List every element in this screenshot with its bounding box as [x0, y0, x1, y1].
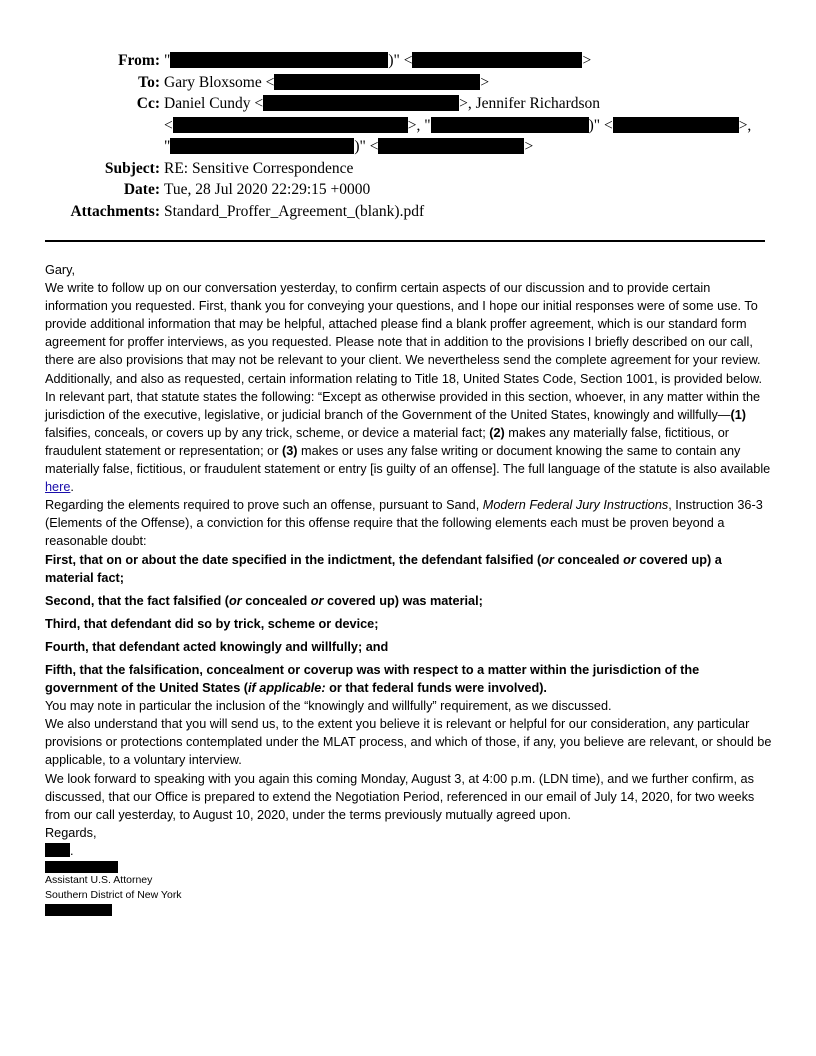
cc-value [164, 93, 764, 115]
attachments-row [0, 201, 816, 223]
cc-label: Cc: [136, 95, 160, 112]
redaction [412, 52, 582, 68]
to-label: To: [138, 73, 160, 91]
paragraph-intro: We write to follow up on our conversation yesterday, to confirm certain aspects of our discussion and to provide certain information you requested. First, thank you for conveying your questions, and I hope our initial responses were of some use. To provide additional information that may be helpful, attached please find a blank proffer agreement, which is our standard form agreement for proffer interviews, as you requested. Please note that in addition to the provisions I briefly described on our call, there are also provisions that may not be relevant to your client. We nevertheless send the complete agreement for your review. [45, 281, 761, 368]
to-value: Gary Bloxsome < > [164, 73, 490, 91]
cc-row-2 [0, 115, 816, 137]
from-row [0, 50, 816, 72]
element-fourth: Fourth, that defendant acted knowingly and willfully; and [45, 639, 389, 654]
redaction [45, 904, 112, 916]
redaction [613, 117, 739, 133]
redaction [45, 861, 118, 873]
statute-link[interactable]: here [45, 480, 71, 495]
signature-office: Southern District of New York [45, 888, 182, 901]
cc-value-2: < >, " )" < >, [164, 116, 752, 134]
element-third: Third, that defendant did so by trick, scheme or device; [45, 616, 379, 631]
paragraph-elements-intro: Regarding the elements required to prove such an offense, pursuant to Sand, Modern Federal Jury Instructions, Instruction 36-3 (Elements of the Offense), a conviction for this offense require that the following elements each must be proven beyond a reasonable doubt: [45, 498, 763, 549]
element-fifth: Fifth, that the falsification, concealment or coverup was with respect to a matter within the jurisdiction of the government of the United States (if applicable: or that federal funds were involved). [45, 662, 700, 696]
email-body [45, 261, 773, 916]
redaction [431, 117, 589, 133]
to-row [0, 72, 816, 94]
subject-value: RE: Sensitive Correspondence [164, 159, 354, 177]
redaction [274, 74, 480, 90]
greeting: Gary, [45, 263, 76, 277]
cc-name-1: Daniel Cundy < [164, 95, 264, 112]
element-first: First, that on or about the date specified in the indictment, the defendant falsified (or concealed or covered up) a material fact; [45, 552, 722, 585]
redaction [45, 843, 70, 857]
email-header [0, 50, 816, 222]
header-divider [45, 240, 765, 242]
attachment-name: Standard_Proffer_Agreement_(blank).pdf [164, 202, 425, 220]
cc-value-3: " )" < > [164, 138, 534, 155]
signature-block [45, 842, 773, 916]
signature-title: Assistant U.S. Attorney [45, 873, 153, 886]
closing: Regards, [45, 825, 97, 840]
paragraph-statute-intro: Additionally, and also as requested, certain information relating to Title 18, United States Code, Section 1001, is provided below. [45, 371, 763, 386]
redaction [170, 138, 354, 154]
redaction [263, 95, 459, 111]
from-label: From: [118, 52, 160, 69]
from-value: " )" < > [164, 52, 592, 69]
subject-row [0, 158, 816, 180]
cc-name-2: >, Jennifer Richardson [459, 95, 601, 112]
subject-label: Subject: [104, 159, 160, 177]
date-row [0, 179, 816, 201]
paragraph-mlat: We also understand that you will send us, to the extent you believe it is relevant or helpful for our consideration, any particular provisions or protections contemplated under the MLAT process, and which of those, if any, you believe are relevant, or should be applicable, to a voluntary interview. [45, 717, 772, 768]
to-name: Gary Bloxsome < [164, 73, 275, 91]
redaction [378, 138, 524, 154]
redaction [173, 117, 408, 133]
date-value: Tue, 28 Jul 2020 22:29:15 +0000 [164, 181, 371, 198]
cc-row-3 [0, 136, 816, 158]
redaction [170, 52, 388, 68]
cc-row [0, 93, 816, 115]
paragraph-note: You may note in particular the inclusion of the “knowingly and willfully” requirement, as we discussed. [45, 699, 612, 714]
element-second: Second, that the fact falsified (or concealed or covered up) was material; [45, 593, 483, 608]
attachments-label: Attachments: [70, 202, 160, 220]
paragraph-statute-text: In relevant part, that statute states the following: “Except as otherwise provided in this section, whoever, in any matter within the jurisdiction of the executive, legislative, or judicial branch of the Government of the United States, knowingly and willfully—(1) falsifies, conceals, or covers up by any trick, scheme, or device a material fact; (2) makes any materially false, fictitious, or fraudulent statement or representation; or (3) makes or uses any false writing or document knowing the same to contain any materially false, fictitious, or fraudulent statement or entry [is guilty of an offense]. The full language of the statute is also available here. [45, 389, 771, 495]
signature-initials: . [45, 842, 773, 860]
date-label: Date: [123, 181, 160, 198]
paragraph-schedule: We look forward to speaking with you again this coming Monday, August 3, at 4:00 p.m. (LDN time), and we further confirm, as discussed, that our Office is prepared to extend the Negotiation Period, referenced in our email of July 14, 2020, for two weeks from our call yesterday, to August 10, 2020, under the terms previously mutually agreed upon. [45, 771, 755, 822]
